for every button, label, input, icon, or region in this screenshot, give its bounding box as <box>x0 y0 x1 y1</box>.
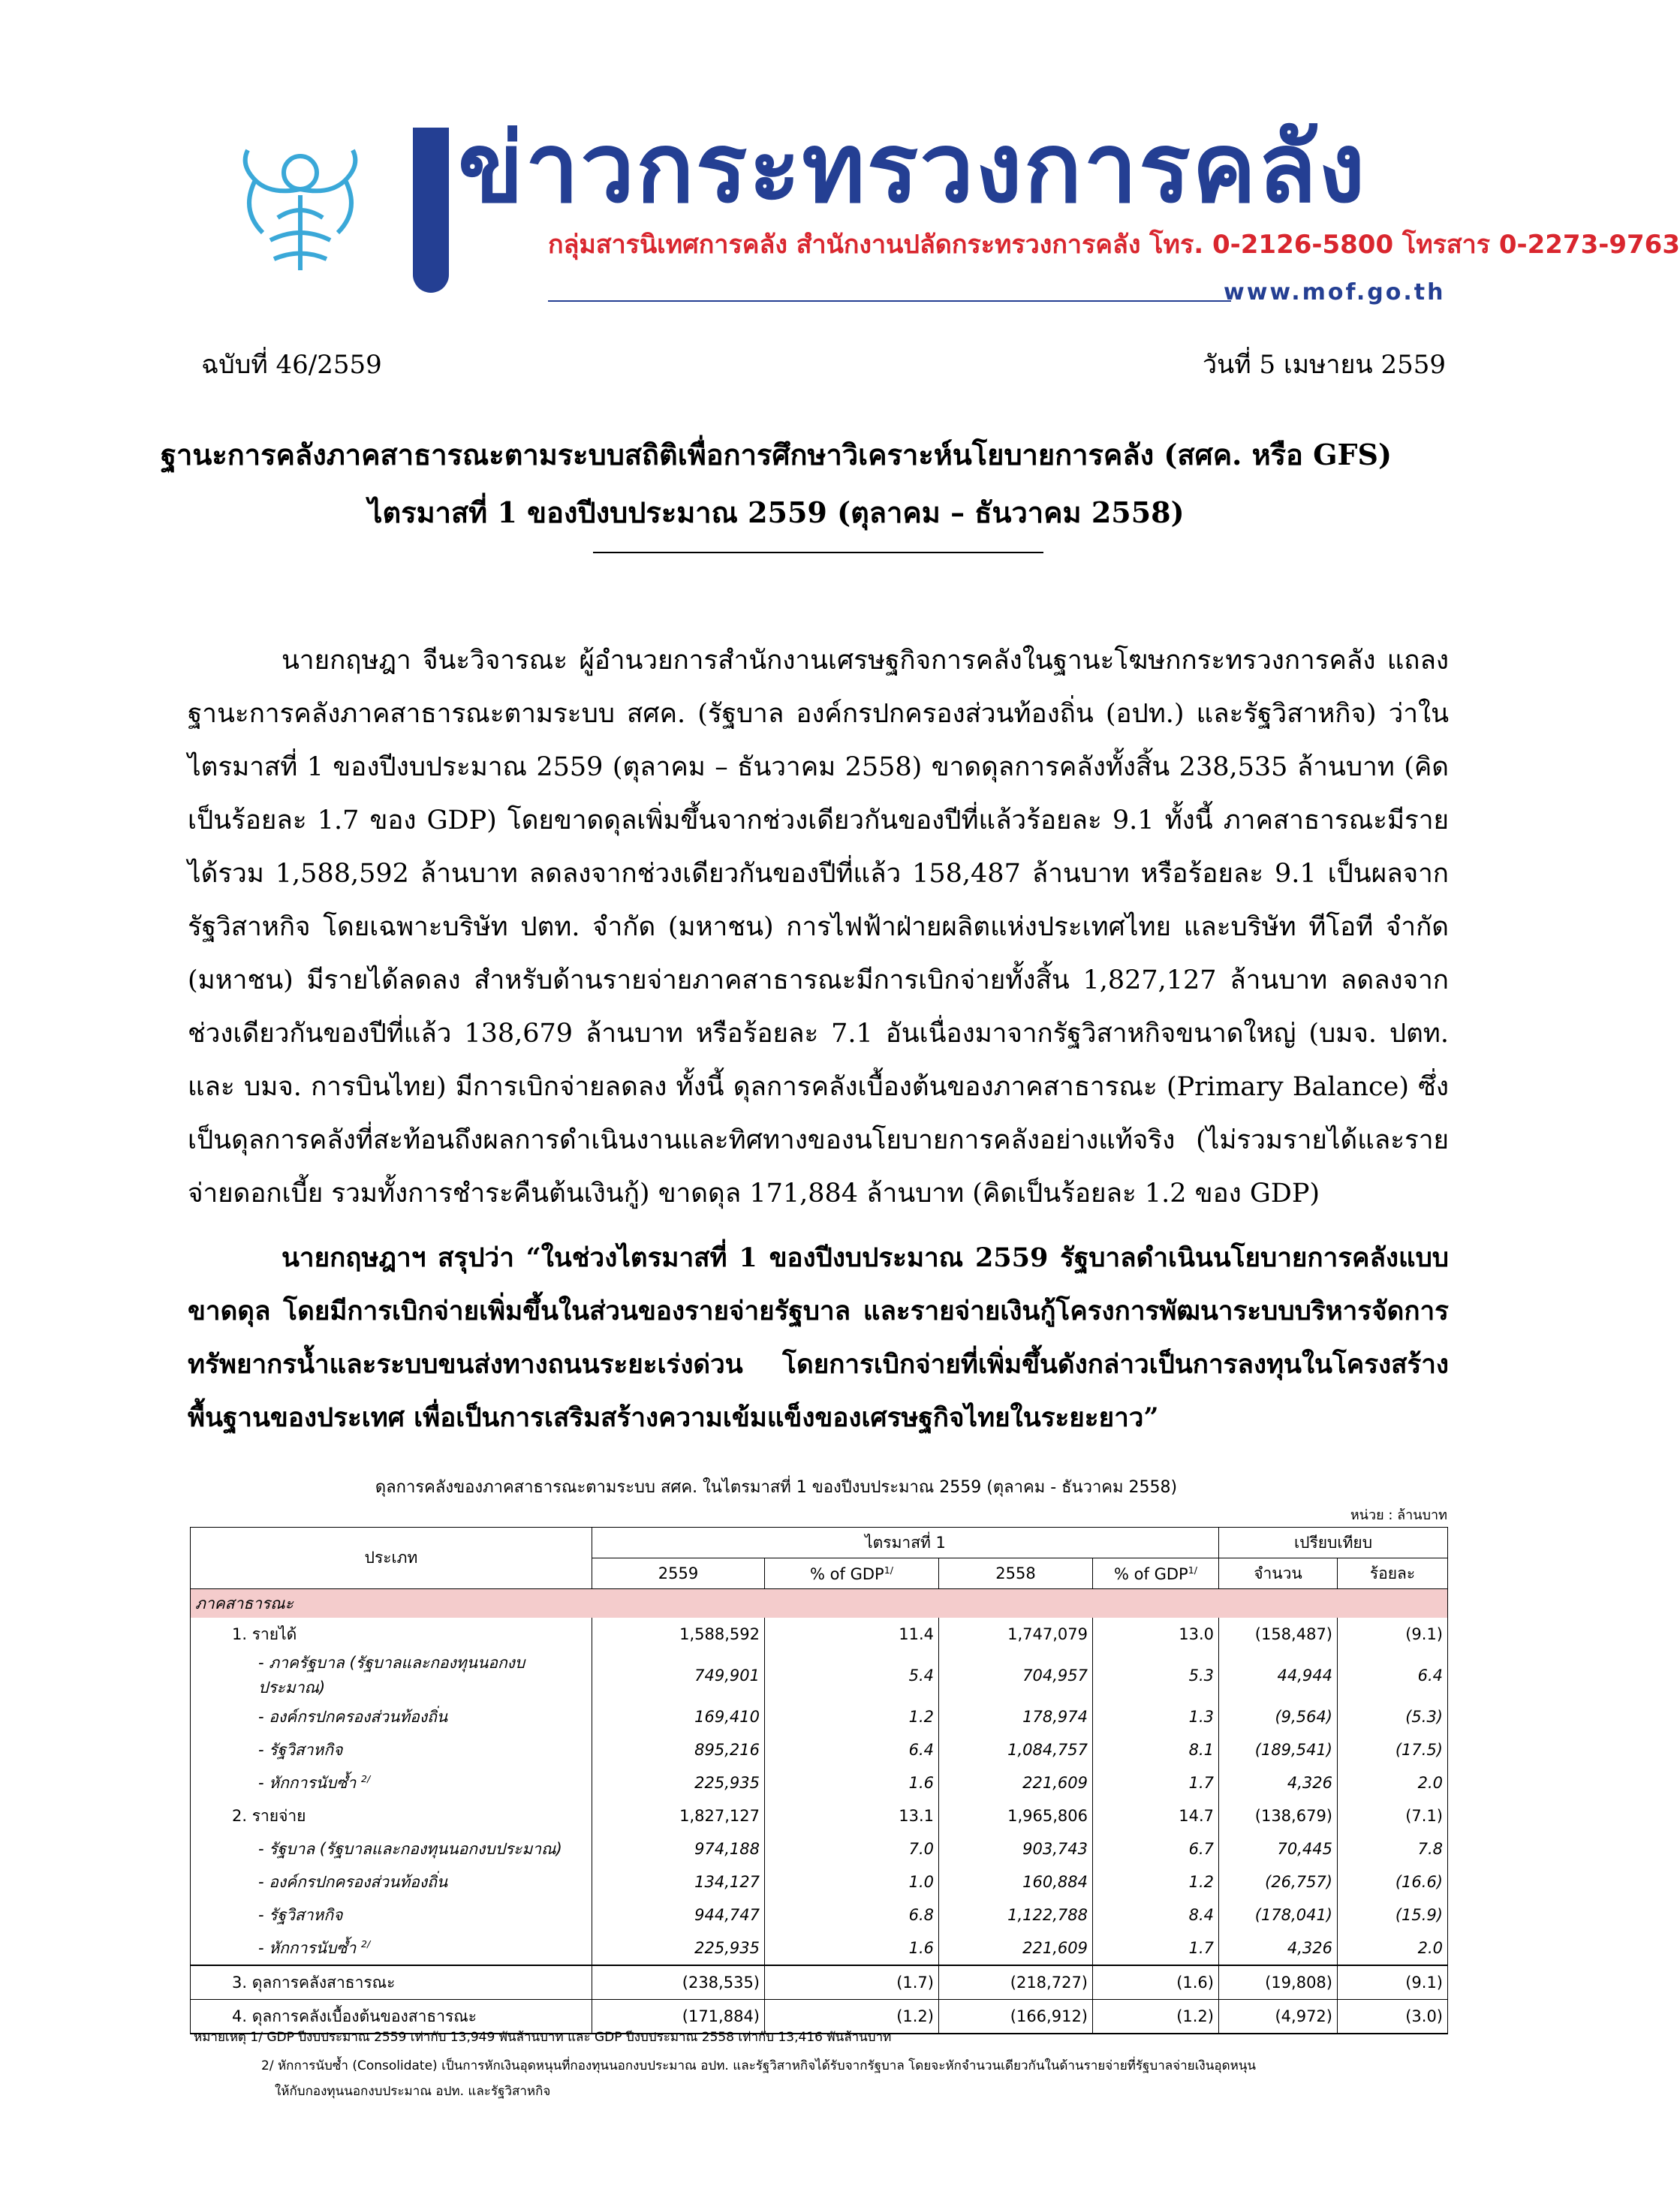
cell-g2559: (1.2) <box>765 2000 939 2034</box>
header-pct-gdp-2558: % of $GDP^{1/}$ <box>1093 1558 1219 1589</box>
brand-logo-bar <box>413 128 449 293</box>
cell-pct: (3.0) <box>1338 2000 1448 2034</box>
cell-amount: (189,541) <box>1219 1733 1338 1766</box>
cell-v2559: 1,588,592 <box>592 1618 765 1651</box>
body-paragraph-1: นายกฤษฎา จีนะวิจารณะ ผู้อำนวยการสำนักงานเศรษฐกิจการคลังในฐานะโฆษกกระทรวงการคลัง แถลงฐานะการคลังภาคสาธารณะตามระบบ สศค. (รัฐบาล องค์กรปกครองส่วนท้องถิ่น (อปท.) และรัฐวิสาหกิจ) ว่าในไตรมาสที่ 1 ของปีงบประมาณ 2559 (ตุลาคม – ธันวาคม 2558) ขาดดุลการคลังทั้งสิ้น 238,535 ล้านบาท (คิดเป็นร้อยละ 1.7 ของ GDP) โดยขาดดุลเพิ่มขึ้นจากช่วงเดียวกันของปีที่แล้วร้อยละ 9.1 ทั้งนี้ ภาคสาธารณะมีรายได้รวม 1,588,592 ล้านบาท ลดลงจากช่วงเดียวกันของปีที่แล้ว 158,487 ล้านบาท หรือร้อยละ 9.1 เป็นผลจากรัฐวิสาหกิจ โดยเฉพาะบริษัท ปตท. จำกัด (มหาชน) การไฟฟ้าฝ่ายผลิตแห่งประเทศไทย และบริษัท ทีโอที จำกัด (มหาชน) มีรายได้ลดลง สำหรับด้านรายจ่ายภาคสาธารณะมีการเบิกจ่ายทั้งสิ้น 1,827,127 ล้านบาท ลดลงจากช่วงเดียวกันของปีที่แล้ว 138,679 ล้านบาท หรือร้อยละ 7.1 อันเนื่องมาจากรัฐวิสาหกิจขนาดใหญ่ (บมจ. ปตท. และ บมจ. การบินไทย) มีการเบิกจ่ายลดลง ทั้งนี้ ดุลการคลังเบื้องต้นของภาคสาธารณะ (Primary Balance) ซึ่งเป็นดุลการคลังที่สะท้อนถึงผลการดำเนินงานและทิศทางของนโยบายการคลังอย่างแท้จริง (ไม่รวมรายได้และรายจ่ายดอกเบี้ย รวมทั้งการชำระคืนต้นเงินกู้) ขาดดุล 171,884 ล้านบาท (คิดเป็นร้อยละ 1.2 ของ GDP) <box>188 646 1449 1209</box>
cell-v2559: 169,410 <box>592 1700 765 1733</box>
cell-g2558: 8.4 <box>1093 1898 1219 1932</box>
table-row <box>191 1932 1448 1965</box>
cell-v2559: 1,827,127 <box>592 1799 765 1832</box>
cell-g2558: 1.2 <box>1093 1865 1219 1898</box>
table-row <box>191 1799 1448 1832</box>
cell-g2558: 1.7 <box>1093 1766 1219 1799</box>
cell-v2558: 903,743 <box>939 1832 1093 1865</box>
brand-title: ข่าวกระทรวงการคลัง <box>458 113 1367 224</box>
table-row <box>191 1965 1448 2000</box>
table-row <box>191 1832 1448 1865</box>
cell-pct: 2.0 <box>1338 1766 1448 1799</box>
cell-g2559: 5.4 <box>765 1651 939 1700</box>
cell-v2558: 1,122,788 <box>939 1898 1093 1932</box>
table-caption: ดุลการคลังของภาคสาธารณะตามระบบ สศค. ในไตรมาสที่ 1 ของปีงบประมาณ 2559 (ตุลาคม - ธันวาคม 2558) <box>375 1478 1178 1497</box>
cell-amount: 44,944 <box>1219 1651 1338 1700</box>
table-row <box>191 1865 1448 1898</box>
brand-url: www.mof.go.th <box>1224 279 1446 306</box>
cell-g2559: (1.7) <box>765 1965 939 2000</box>
cell-v2559: 749,901 <box>592 1651 765 1700</box>
row-label: - รัฐวิสาหกิจ <box>191 1898 592 1932</box>
cell-amount: (26,757) <box>1219 1865 1338 1898</box>
table-row <box>191 1651 1448 1700</box>
cell-v2559: 944,747 <box>592 1898 765 1932</box>
cell-v2559: (238,535) <box>592 1965 765 2000</box>
cell-v2558: 1,747,079 <box>939 1618 1093 1651</box>
cell-g2558: 5.3 <box>1093 1651 1219 1700</box>
cell-g2558: 6.7 <box>1093 1832 1219 1865</box>
cell-amount: 70,445 <box>1219 1832 1338 1865</box>
header-percent: ร้อยละ <box>1338 1558 1448 1589</box>
cell-v2558: 221,609 <box>939 1766 1093 1799</box>
row-label: 4. ดุลการคลังเบื้องต้นของสาธารณะ <box>191 2000 592 2034</box>
header-amount: จำนวน <box>1219 1558 1338 1589</box>
cell-v2558: (166,912) <box>939 2000 1093 2034</box>
cell-pct: 6.4 <box>1338 1651 1448 1700</box>
row-label: 1. รายได้ <box>191 1618 592 1651</box>
cell-v2559: 974,188 <box>592 1832 765 1865</box>
fiscal-balance-table <box>190 1527 1448 2034</box>
cell-pct: (9.1) <box>1338 1965 1448 2000</box>
cell-v2559: 225,935 <box>592 1932 765 1965</box>
row-label: - รัฐบาล (รัฐบาลและกองทุนนอกงบประมาณ) <box>191 1832 592 1865</box>
table-row <box>191 1733 1448 1766</box>
table-unit: หน่วย : ล้านบาท <box>1350 1507 1447 1523</box>
header-2559: 2559 <box>592 1558 765 1589</box>
table-row <box>191 1766 1448 1799</box>
row-label: - หักการนับซ้ำ $^{2/}$ <box>191 1932 592 1965</box>
cell-amount: (178,041) <box>1219 1898 1338 1932</box>
cell-g2559: 1.6 <box>765 1766 939 1799</box>
headline-line-2: ไตรมาสที่ 1 ของปีงบประมาณ 2559 (ตุลาคม – ธันวาคม 2558) <box>368 495 1185 529</box>
cell-g2559: 6.8 <box>765 1898 939 1932</box>
brand-subtitle: กลุ่มสารนิเทศการคลัง สำนักงานปลัดกระทรวงการคลัง โทร. 0-2126-5800 โทรสาร 0-2273-9763 <box>548 230 1680 260</box>
row-label: - รัฐวิสาหกิจ <box>191 1733 592 1766</box>
cell-v2558: 178,974 <box>939 1700 1093 1733</box>
footnote-2: 2/ หักการนับซ้ำ (Consolidate) เป็นการหักเงินอุดหนุนที่กองทุนนอกงบประมาณ อปท. และรัฐวิสาหกิจได้รับจากรัฐบาล โดยจะหักจำนวนเดียวกันในด้านรายจ่ายที่รัฐบาลจ่ายเงินอุดหนุน <box>261 2058 1257 2073</box>
cell-g2558: 8.1 <box>1093 1733 1219 1766</box>
cell-g2558: 14.7 <box>1093 1799 1219 1832</box>
header-compare: เปรียบเทียบ <box>1219 1528 1448 1558</box>
cell-v2559: (171,884) <box>592 2000 765 2034</box>
cell-pct: (7.1) <box>1338 1799 1448 1832</box>
garuda-emblem-icon <box>225 128 375 278</box>
headline-line-1: ฐานะการคลังภาคสาธารณะตามระบบสถิติเพื่อการศึกษาวิเคราะห์นโยบายการคลัง (สศค. หรือ GFS) <box>161 438 1392 471</box>
row-label: - องค์กรปกครองส่วนท้องถิ่น <box>191 1865 592 1898</box>
cell-v2558: 1,965,806 <box>939 1799 1093 1832</box>
cell-v2559: 895,216 <box>592 1733 765 1766</box>
cell-pct: (16.6) <box>1338 1865 1448 1898</box>
cell-g2559: 1.0 <box>765 1865 939 1898</box>
cell-pct: (5.3) <box>1338 1700 1448 1733</box>
cell-g2558: (1.2) <box>1093 2000 1219 2034</box>
cell-g2558: (1.6) <box>1093 1965 1219 2000</box>
headline-rule <box>593 552 1043 553</box>
header-2558: 2558 <box>939 1558 1093 1589</box>
cell-pct: (17.5) <box>1338 1733 1448 1766</box>
cell-g2558: 1.7 <box>1093 1932 1219 1965</box>
header-type: ประเภท <box>191 1528 592 1589</box>
cell-v2559: 225,935 <box>592 1766 765 1799</box>
table-row <box>191 1618 1448 1651</box>
row-label: - หักการนับซ้ำ $^{2/}$ <box>191 1766 592 1799</box>
cell-amount: 4,326 <box>1219 1932 1338 1965</box>
cell-g2558: 13.0 <box>1093 1618 1219 1651</box>
row-label: 3. ดุลการคลังสาธารณะ <box>191 1965 592 2000</box>
cell-pct: 7.8 <box>1338 1832 1448 1865</box>
cell-v2559: 134,127 <box>592 1865 765 1898</box>
header-pct-gdp-2559: % of $GDP^{1/}$ <box>765 1558 939 1589</box>
cell-amount: (158,487) <box>1219 1618 1338 1651</box>
cell-g2558: 1.3 <box>1093 1700 1219 1733</box>
cell-v2558: (218,727) <box>939 1965 1093 2000</box>
table-row <box>191 1700 1448 1733</box>
brand-divider <box>548 300 1231 302</box>
issue-date: วันที่ 5 เมษายน 2559 <box>1202 350 1446 380</box>
row-label: - องค์กรปกครองส่วนท้องถิ่น <box>191 1700 592 1733</box>
issue-number: ฉบับที่ 46/2559 <box>201 350 382 380</box>
cell-g2559: 1.6 <box>765 1932 939 1965</box>
cell-v2558: 1,084,757 <box>939 1733 1093 1766</box>
row-label: - ภาครัฐบาล (รัฐบาลและกองทุนนอกงบประมาณ) <box>191 1651 592 1700</box>
cell-v2558: 704,957 <box>939 1651 1093 1700</box>
body-paragraph-2: นายกฤษฎาฯ สรุปว่า “ในช่วงไตรมาสที่ 1 ของปีงบประมาณ 2559 รัฐบาลดำเนินนโยบายการคลังแบบขาดดุล โดยมีการเบิกจ่ายเพิ่มขึ้นในส่วนของรายจ่ายรัฐบาล และรายจ่ายเงินกู้โครงการพัฒนาระบบบริหารจัดการทรัพยากรน้ำและระบบขนส่งทางถนนระยะเร่งด่วน โดยการเบิกจ่ายที่เพิ่มขึ้นดังกล่าวเป็นการลงทุนในโครงสร้างพื้นฐานของประเทศ เพื่อเป็นการเสริมสร้างความเข้มแข็งของเศรษฐกิจไทยในระยะยาว” <box>188 1242 1449 1433</box>
cell-pct: (15.9) <box>1338 1898 1448 1932</box>
cell-pct: (9.1) <box>1338 1618 1448 1651</box>
cell-v2558: 221,609 <box>939 1932 1093 1965</box>
cell-g2559: 1.2 <box>765 1700 939 1733</box>
cell-g2559: 11.4 <box>765 1618 939 1651</box>
cell-amount: (9,564) <box>1219 1700 1338 1733</box>
cell-pct: 2.0 <box>1338 1932 1448 1965</box>
header-quarter: ไตรมาสที่ 1 <box>592 1528 1219 1558</box>
cell-v2558: 160,884 <box>939 1865 1093 1898</box>
cell-amount: (138,679) <box>1219 1799 1338 1832</box>
sector-label: ภาคสาธารณะ <box>191 1589 1448 1618</box>
cell-g2559: 6.4 <box>765 1733 939 1766</box>
row-label: 2. รายจ่าย <box>191 1799 592 1832</box>
footnote-1: หมายเหตุ 1/ GDP ปีงบประมาณ 2559 เท่ากับ 13,949 พันล้านบาท และ GDP ปีงบประมาณ 2558 เท่ากับ 13,416 พันล้านบาท <box>194 2030 892 2045</box>
cell-amount: (4,972) <box>1219 2000 1338 2034</box>
cell-amount: (19,808) <box>1219 1965 1338 2000</box>
cell-amount: 4,326 <box>1219 1766 1338 1799</box>
cell-g2559: 13.1 <box>765 1799 939 1832</box>
cell-g2559: 7.0 <box>765 1832 939 1865</box>
footnote-3: ให้กับกองทุนนอกงบประมาณ อปท. และรัฐวิสาหกิจ <box>275 2084 551 2099</box>
table-row <box>191 1898 1448 1932</box>
